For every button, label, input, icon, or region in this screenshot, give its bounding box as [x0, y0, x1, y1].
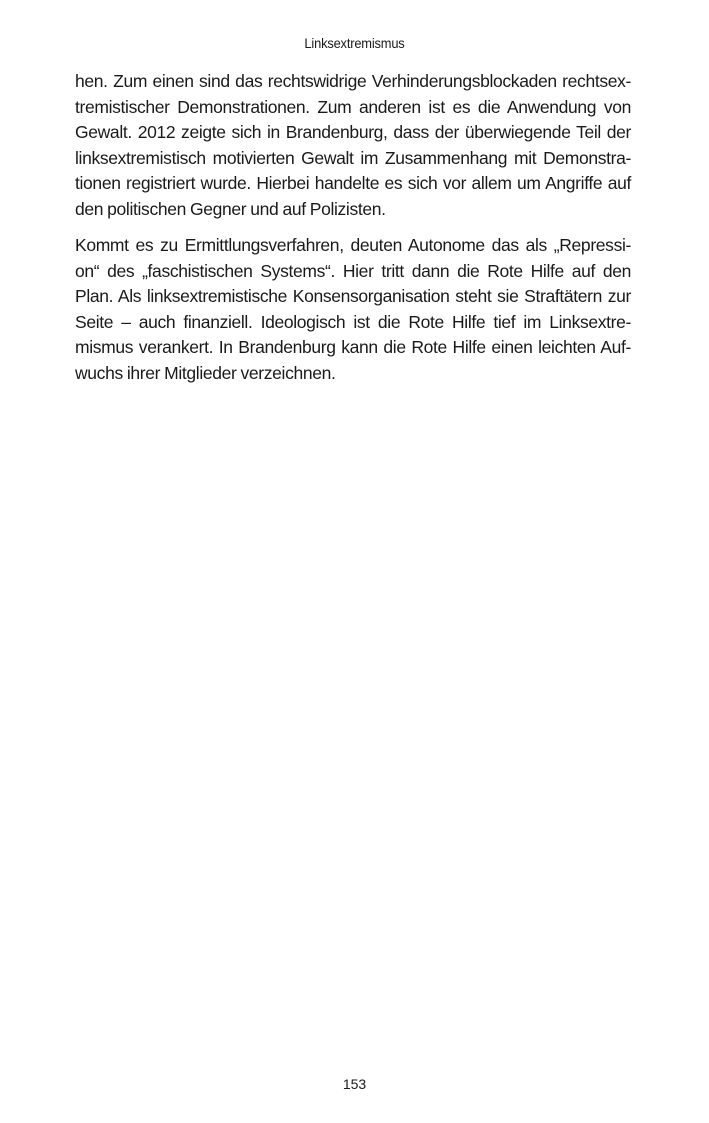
text-line: den politischen Gegner und auf Polizisten. [75, 198, 386, 219]
text-line: on“ des „faschistischen Systems“. Hier tritt dann die Rote Hilfe auf den [75, 260, 631, 281]
text-line: Gewalt. 2012 zeigte sich in Brandenburg, dass der überwiegende Teil der [75, 122, 631, 142]
paragraph-1 [75, 69, 631, 222]
running-head: Linksextremismus [304, 35, 405, 51]
text-line: Plan. Als linksextremistische Konsensorganisation steht sie Straftätern zur [75, 286, 631, 306]
text-line: hen. Zum einen sind das rechtswidrige Verhinderungsblockaden rechtsex- [75, 71, 631, 91]
text-line: tremistischer Demonstrationen. Zum anderen ist es die Anwendung von [75, 96, 631, 117]
text-line: Kommt es zu Ermittlungsverfahren, deuten Autonome das als „Repressi- [75, 235, 631, 255]
text-line: wuchs ihrer Mitglieder verzeichnen. [75, 362, 336, 383]
text-line: Seite – auch finanziell. Ideologisch ist die Rote Hilfe tief im Linksextre- [75, 311, 631, 332]
body-text [75, 69, 631, 386]
text-line: tionen registriert wurde. Hierbei handelte es sich vor allem um Angriffe auf [75, 173, 631, 193]
text-line: mismus verankert. In Brandenburg kann die Rote Hilfe einen leichten Auf- [75, 337, 631, 357]
paragraph-2 [75, 233, 631, 386]
page-number: 153 [342, 1076, 367, 1092]
text-line: linksextremistisch motivierten Gewalt im Zusammenhang mit Demonstra- [75, 147, 631, 168]
